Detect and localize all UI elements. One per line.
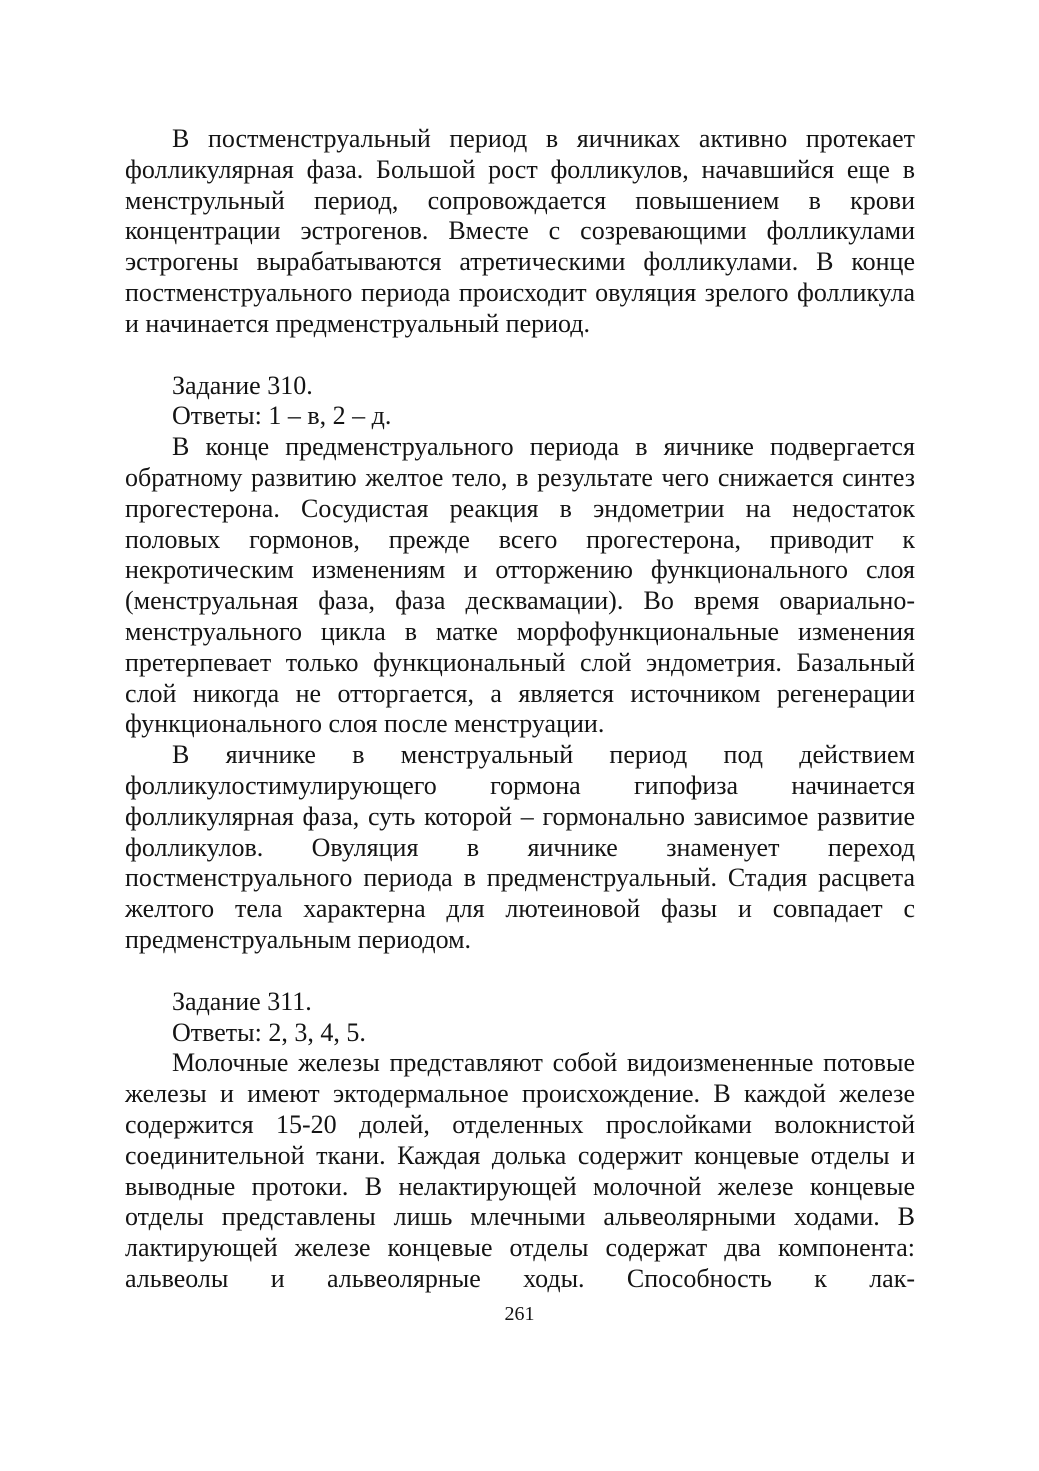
task-311-answers: Ответы: 2, 3, 4, 5. <box>172 1017 366 1047</box>
paragraph-gap <box>125 340 915 371</box>
paragraph-ovary: В яичнике в менструальный период под действием фолликулостимулирующего гормона гипофиза начинается фолликулярная фаза, суть которой – гормонально зависимое развитие фолликулов. Овуляция в яичнике знаменует переход постменструального периода в предменструальный. Стадия расцвета желтого тела характерна для лютеиновой фазы и совпадает с предменструальным периодом. <box>125 740 915 954</box>
body-text <box>125 124 915 1295</box>
paragraph-gap <box>125 956 915 987</box>
page-number: 261 <box>504 1303 535 1325</box>
task-310-heading: Задание 310. <box>172 370 313 400</box>
paragraph-premenstrual: В конце предменструального периода в яичнике подвергается обратному развитию желтое тело, в результате чего снижается синтез прогестерона. Сосудистая реакция в эндометрии на недостаток половых гормонов, прежде всего прогестерона, приводит к некротическим изменениям и отторжению функционального слоя (менструальная фаза, фаза десквамации). Во время овариально-менструального цикла в матке морфофункциональные изменения претерпевает только функциональный слой эндометрия. Базальный слой никогда не отторгается, а является источником регенерации функционального слоя после менструации. <box>125 432 915 739</box>
task-311-heading: Задание 311. <box>172 986 312 1016</box>
task-310-answers: Ответы: 1 – в, 2 – д. <box>172 401 392 431</box>
paragraph-mammary-glands: Молочные железы представляют собой видоизмененные потовые железы и имеют эктодермальное происхождение. В каждой железе содержится 15-20 долей, отделенных прослойками волокнистой соединительной ткани. Каждая долька содержит концевые отделы и выводные протоки. В нелактирующей молочной железе концевые отделы представлены лишь млечными альвеолярными ходами. В лактирующей железе концевые отделы содержат два компонента: альвеолы и альвеолярные ходы. Способность к лак- <box>125 1048 915 1293</box>
paragraph-postmenstrual: В постменструальный период в яичниках активно протекает фолликулярная фаза. Большой рост фолликулов, начавшийся еще в менструльный период, сопровождается повышением в крови концентрации эстрогенов. Вместе с созревающими фолликулами эстрогены вырабатываются атретическими фолликулами. В конце постменструального периода происходит овуляция зрелого фолликула и начинается предменструальный период. <box>125 124 915 338</box>
